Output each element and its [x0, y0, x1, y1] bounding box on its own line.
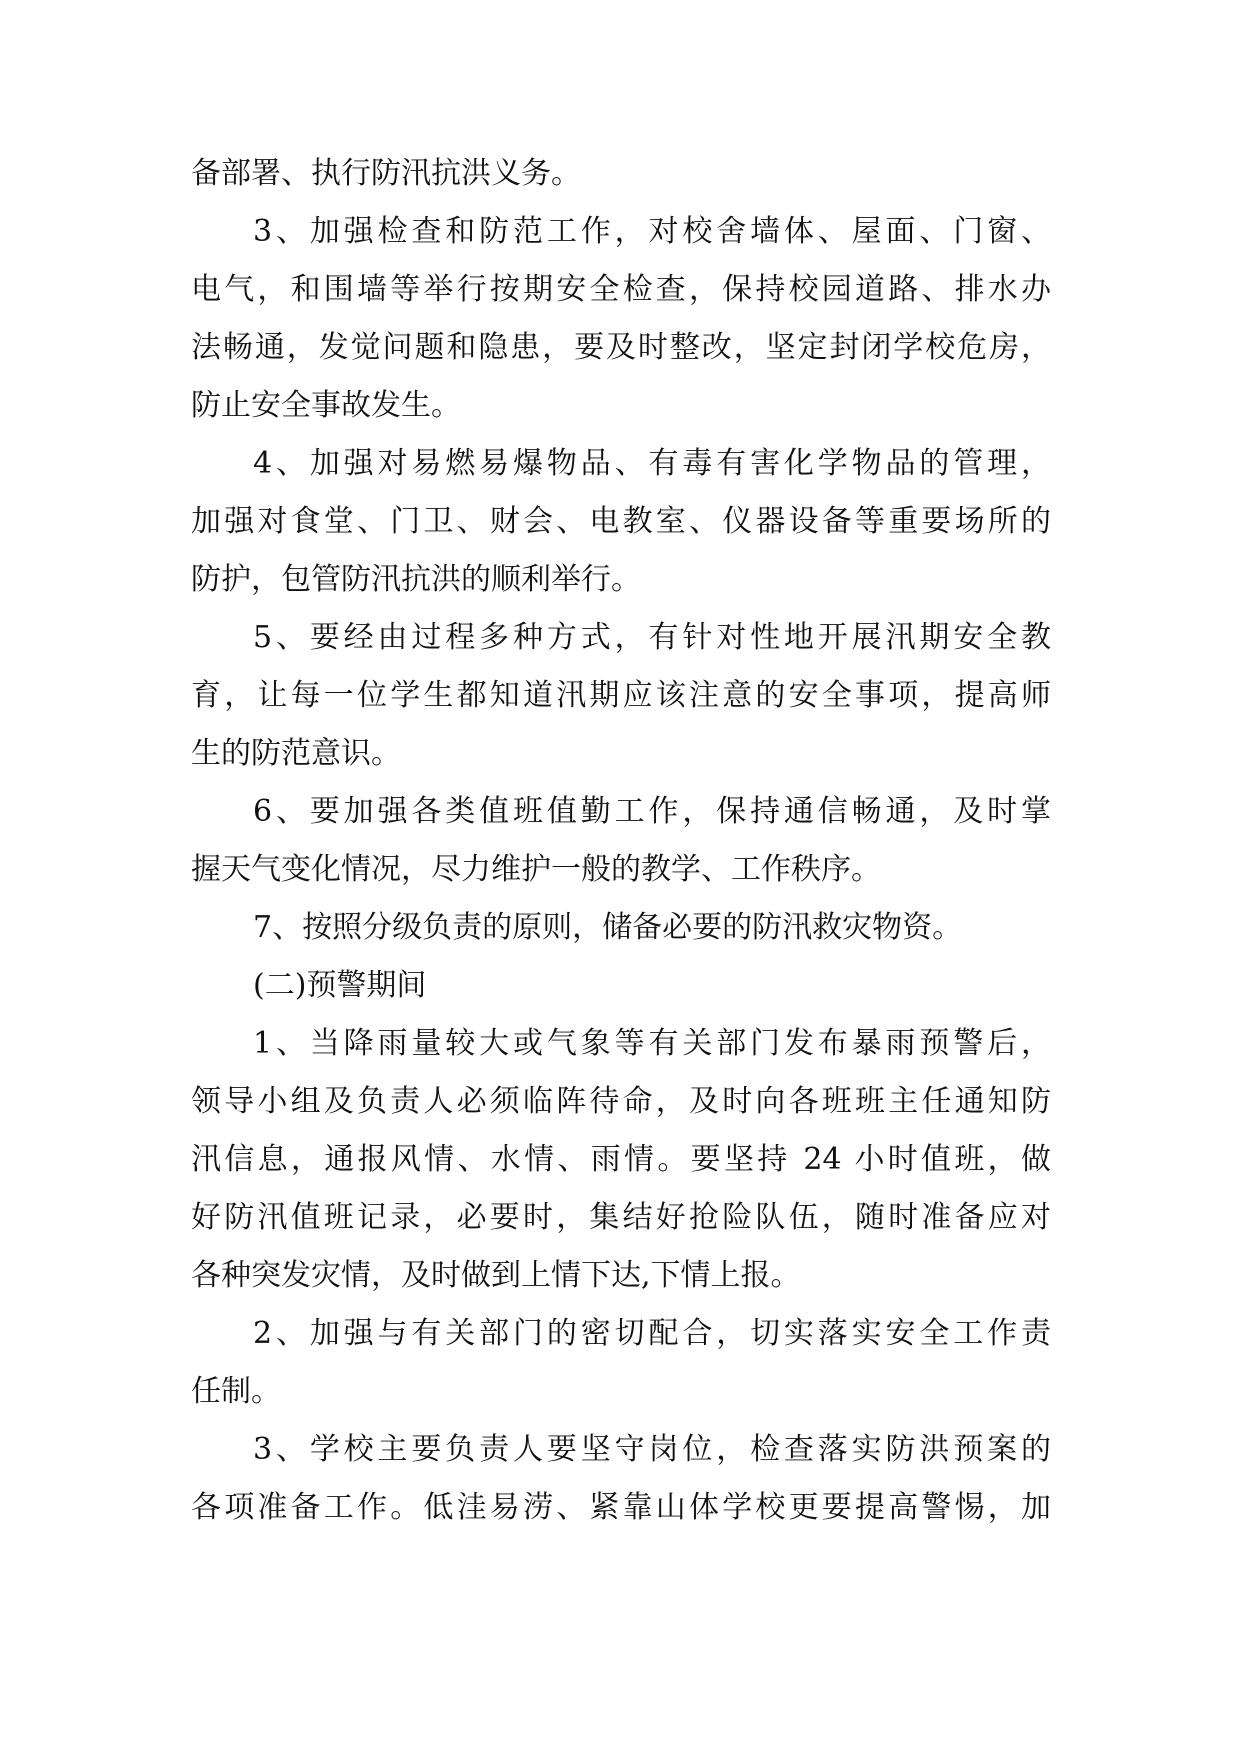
text-line: 加强对食堂、门卫、财会、电教室、仪器设备等重要场所的 — [191, 504, 1051, 539]
text-line: 3、加强检查和防范工作，对校舍墙体、屋面、门窗、 — [253, 214, 1051, 249]
text-line: 生的防范意识。 — [191, 736, 401, 771]
text-line: 7、按照分级负责的原则，储备必要的防汛救灾物资。 — [253, 910, 963, 945]
text-line: 1、当降雨量较大或气象等有关部门发布暴雨预警后， — [253, 1026, 1051, 1061]
text-line: 汛信息，通报风情、水情、雨情。要坚持 24 小时值班，做 — [191, 1142, 1051, 1177]
text-line: 防止安全事故发生。 — [191, 388, 461, 423]
text-line: 法畅通，发觉问题和隐患，要及时整改，坚定封闭学校危房， — [191, 330, 1051, 365]
text-line: 防护，包管防汛抗洪的顺利举行。 — [191, 562, 641, 597]
text-line: 6、要加强各类值班值勤工作，保持通信畅通，及时掌 — [253, 794, 1051, 829]
text-line: 任制。 — [191, 1374, 281, 1409]
text-line: 各种突发灾情，及时做到上情下达,下情上报。 — [191, 1258, 801, 1293]
text-line: 各项准备工作。低洼易涝、紧靠山体学校更要提高警惕，加 — [191, 1490, 1051, 1525]
text-line: 电气，和围墙等举行按期安全检查，保持校园道路、排水办 — [191, 272, 1051, 307]
text-line: 4、加强对易燃易爆物品、有毒有害化学物品的管理， — [253, 446, 1051, 481]
text-line: 备部署、执行防汛抗洪义务。 — [191, 156, 581, 191]
text-line: 好防汛值班记录，必要时，集结好抢险队伍，随时准备应对 — [191, 1200, 1051, 1235]
text-line: 握天气变化情况，尽力维护一般的教学、工作秩序。 — [191, 852, 881, 887]
text-line: 育，让每一位学生都知道汛期应该注意的安全事项，提高师 — [191, 678, 1051, 713]
text-line: 领导小组及负责人必须临阵待命，及时向各班班主任通知防 — [191, 1084, 1051, 1119]
text-line: 5、要经由过程多种方式，有针对性地开展汛期安全教 — [253, 620, 1051, 655]
section-heading: (二)预警期间 — [253, 968, 427, 1003]
text-line: 3、学校主要负责人要坚守岗位，检查落实防洪预案的 — [253, 1432, 1051, 1467]
text-line: 2、加强与有关部门的密切配合，切实落实安全工作责 — [253, 1316, 1051, 1351]
